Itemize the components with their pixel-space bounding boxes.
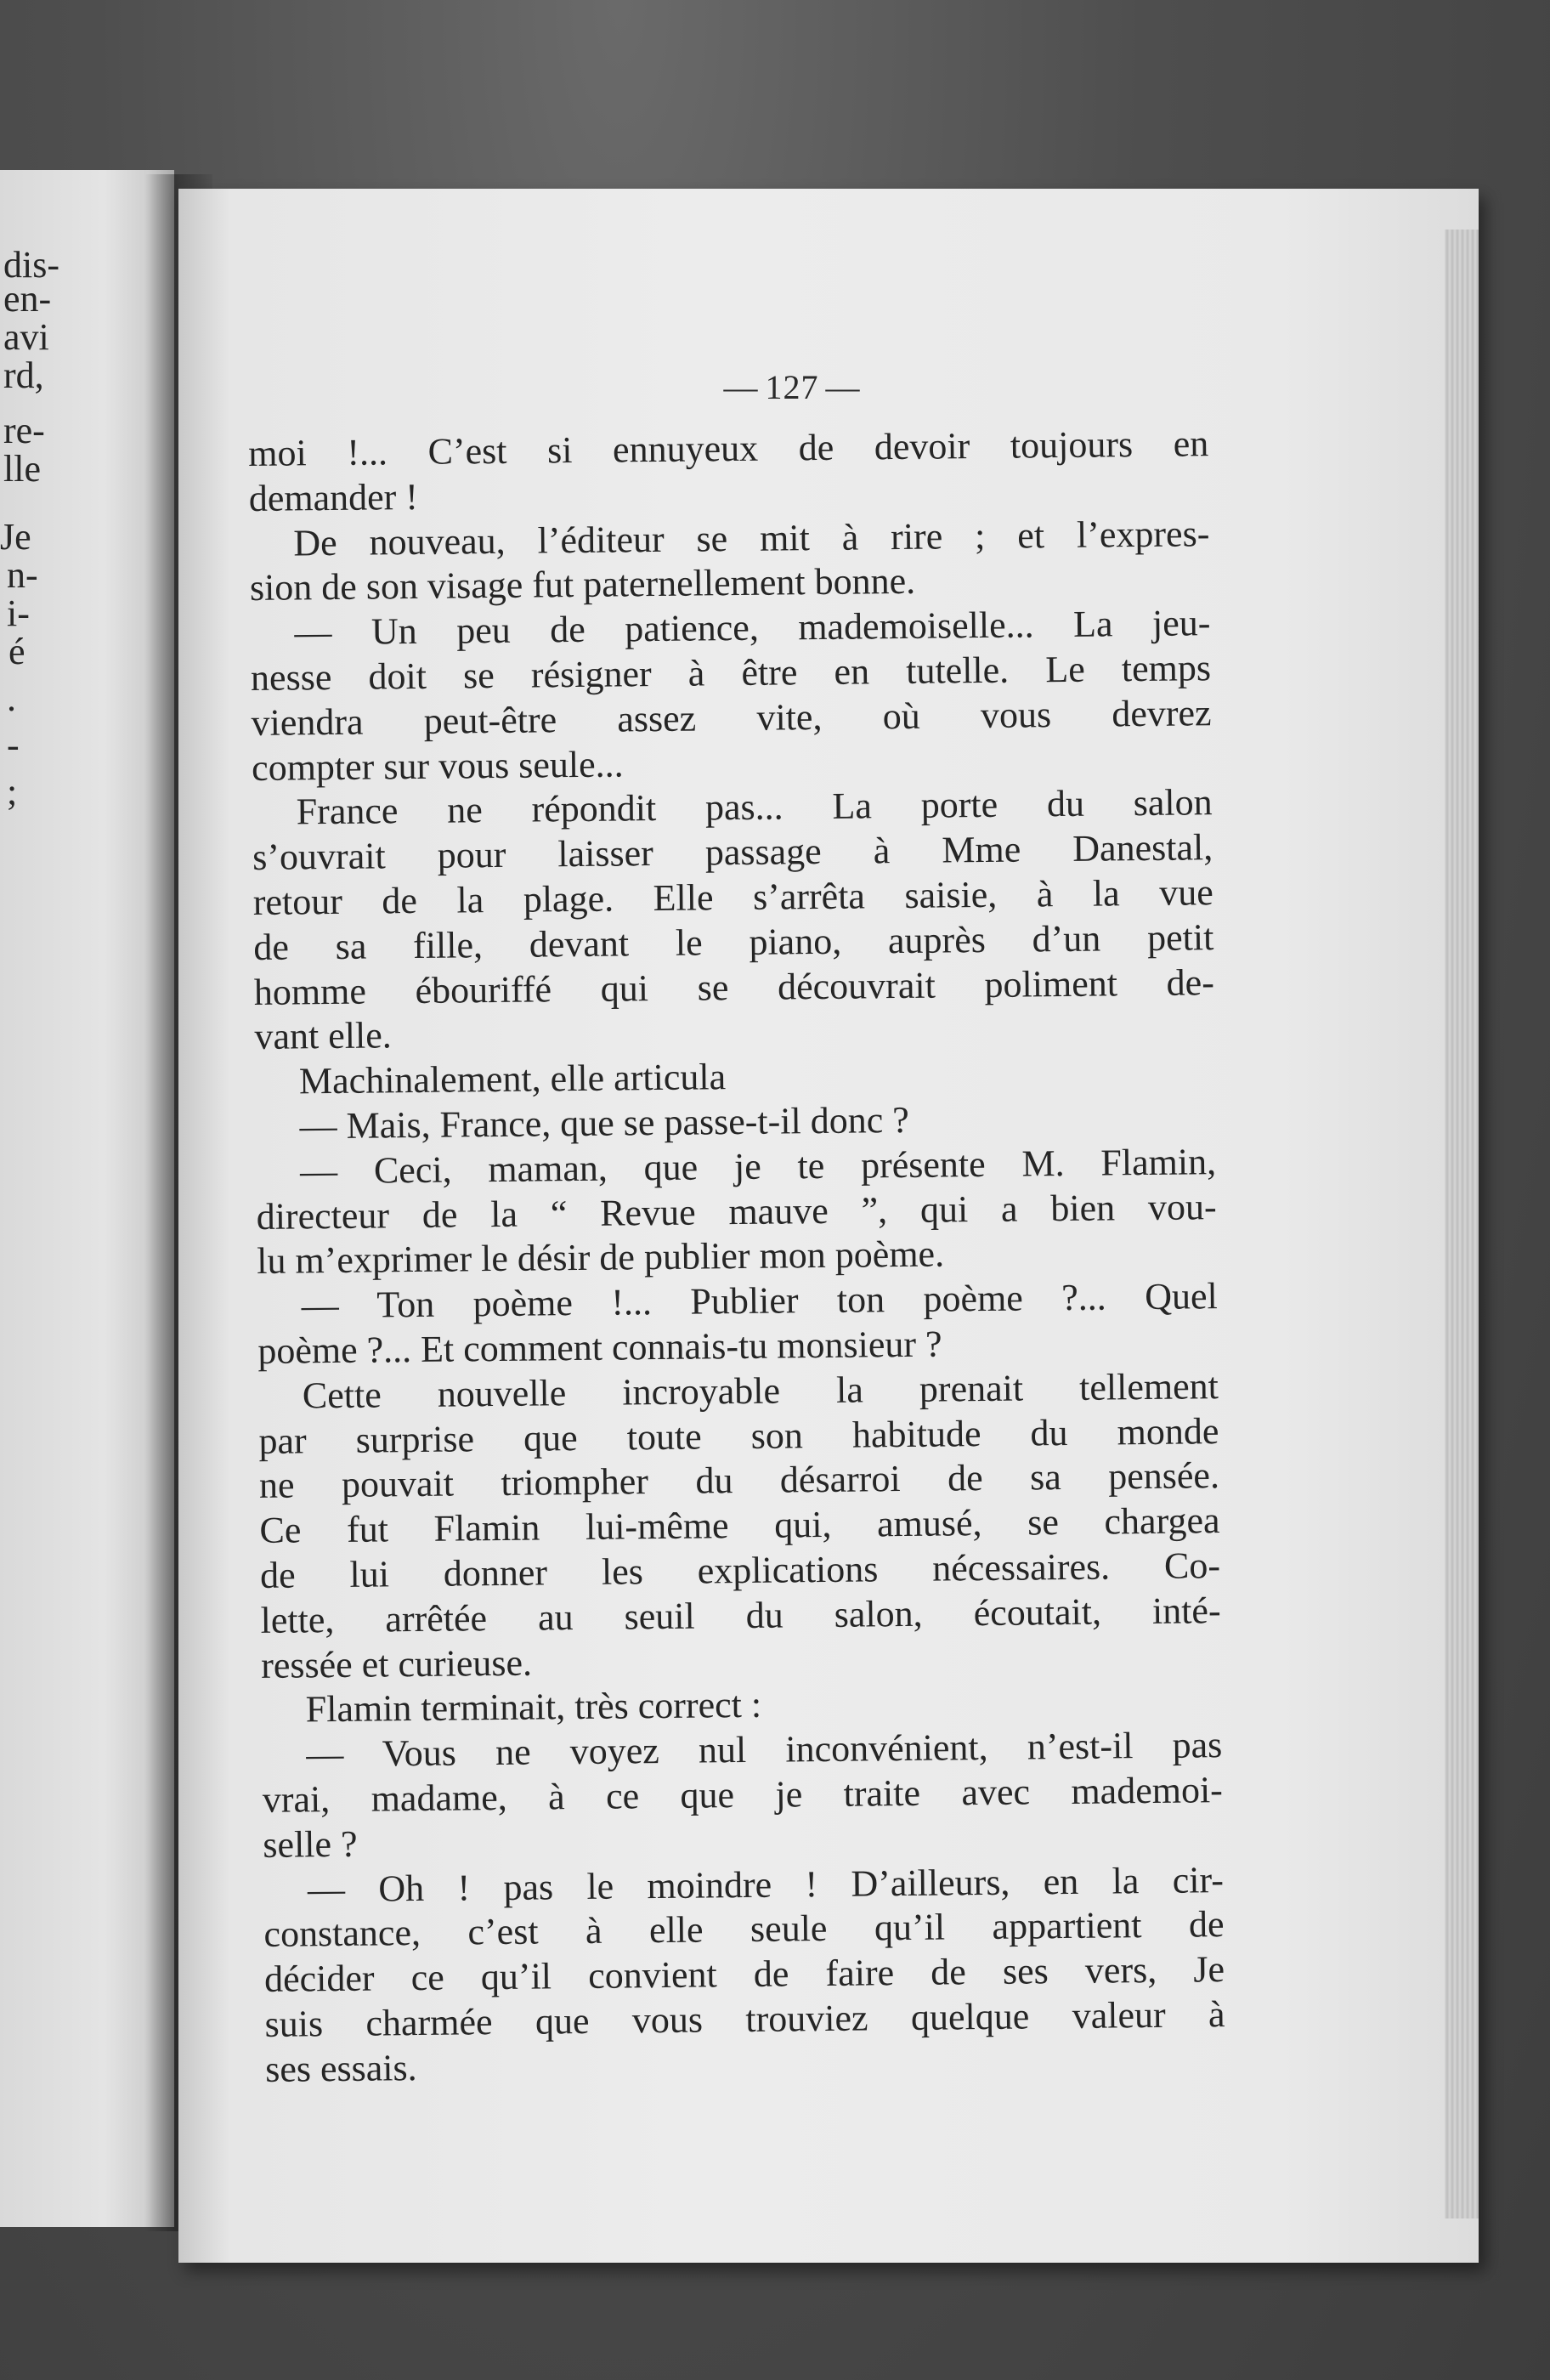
left-page-fragment: en-	[3, 278, 52, 320]
text-line: ses essais.	[264, 2046, 417, 2090]
text-line: suis charmée que vous trouviez quelque valeur à	[264, 1992, 1225, 2045]
text-line: — Ceci, maman, que je te présente M. Flamin,	[299, 1140, 1217, 1193]
text-line: décider ce qu’il convient de faire de ses vers, Je	[263, 1948, 1225, 2000]
text-line: Flamin terminait, très correct :	[305, 1684, 762, 1731]
text-line: Ce fut Flamin lui-même qui, amusé, se chargea	[259, 1499, 1220, 1552]
left-page-fragment: Je	[0, 516, 31, 558]
text-line: compter sur vous seule...	[251, 742, 624, 789]
text-line: de sa fille, devant le piano, auprès d’un petit	[253, 915, 1214, 968]
text-line: vrai, madame, à ce que je traite avec mademoi-	[262, 1768, 1224, 1821]
text-line: — Ton poème !... Publier ton poème ?... Quel	[301, 1275, 1218, 1327]
left-page-fragment: n-	[7, 554, 38, 596]
page-number-value: 127	[765, 368, 819, 406]
text-line: par surprise que toute son habitude du monde	[258, 1409, 1219, 1462]
text-line: lu m’exprimer le désir de publier mon poème.	[256, 1232, 945, 1283]
text-line: directeur de la “ Revue mauve ”, qui a bien vou-	[256, 1185, 1217, 1238]
text-line: — Mais, France, que se passe-t-il donc ?	[299, 1098, 910, 1148]
text-line: — Un peu de patience, mademoiselle... La jeu-	[294, 602, 1211, 654]
left-page-fragment: rd,	[3, 354, 44, 396]
text-line: retour de la plage. Elle s’arrêta saisie, à la vue	[252, 871, 1213, 923]
text-line: ressée et curieuse.	[260, 1641, 533, 1686]
left-page-fragment: -	[7, 724, 20, 766]
left-page-fragment: re-	[3, 410, 45, 451]
page-edges	[1445, 230, 1479, 2218]
text-line: ne pouvait triompher du désarroi de sa pensée.	[258, 1454, 1220, 1507]
text-line: selle ?	[263, 1822, 358, 1866]
text-line: homme ébouriffé qui se découvrait poliment de-	[253, 960, 1215, 1013]
text-line: — Oh ! pas le moindre ! D’ailleurs, en la cir-	[307, 1858, 1225, 1910]
page-number: — 127 —	[723, 368, 861, 406]
left-page-fragment: avi	[3, 316, 49, 358]
text-line: — Vous ne voyez nul inconvénient, n’est-il pas	[306, 1724, 1223, 1776]
text-line: moi !... C’est si ennuyeux de devoir toujours en	[248, 422, 1209, 474]
body-text	[248, 422, 1225, 2092]
left-page-fragment: lle	[3, 448, 41, 490]
text-line: constance, c’est à elle seule qu’il appartient de	[263, 1903, 1225, 1956]
text-line: viendra peut-être assez vite, où vous devrez	[251, 691, 1212, 744]
left-page-fragment: é	[8, 631, 25, 672]
text-line: demander !	[248, 475, 419, 519]
left-page-fragment: dis-	[3, 244, 59, 286]
left-page-fragment: i-	[7, 592, 30, 634]
text-line: sion de son visage fut paternellement bonne.	[249, 560, 916, 609]
text-line: France ne répondit pas... La porte du salon	[296, 781, 1213, 833]
text-line: poème ?... Et comment connais-tu monsieur ?	[257, 1323, 942, 1372]
text-line: Machinalement, elle articula	[298, 1056, 727, 1102]
left-page-fragment: .	[7, 677, 16, 719]
text-line: lette, arrêtée au seuil du salon, écoutait, inté-	[260, 1589, 1221, 1641]
text-line: nesse doit se résigner à être en tutelle. Le temps	[250, 647, 1212, 699]
left-page-fragment: ;	[7, 771, 18, 813]
text-line: Cette nouvelle incroyable la prenait tellement	[302, 1364, 1219, 1417]
text-line: s’ouvrait pour laisser passage à Mme Danestal,	[252, 826, 1213, 879]
text-line: vant elle.	[254, 1014, 392, 1058]
text-line: de lui donner les explications nécessaires. Co-	[259, 1544, 1221, 1596]
text-line: De nouveau, l’éditeur se mit à rire ; et l’expres-	[293, 512, 1210, 564]
